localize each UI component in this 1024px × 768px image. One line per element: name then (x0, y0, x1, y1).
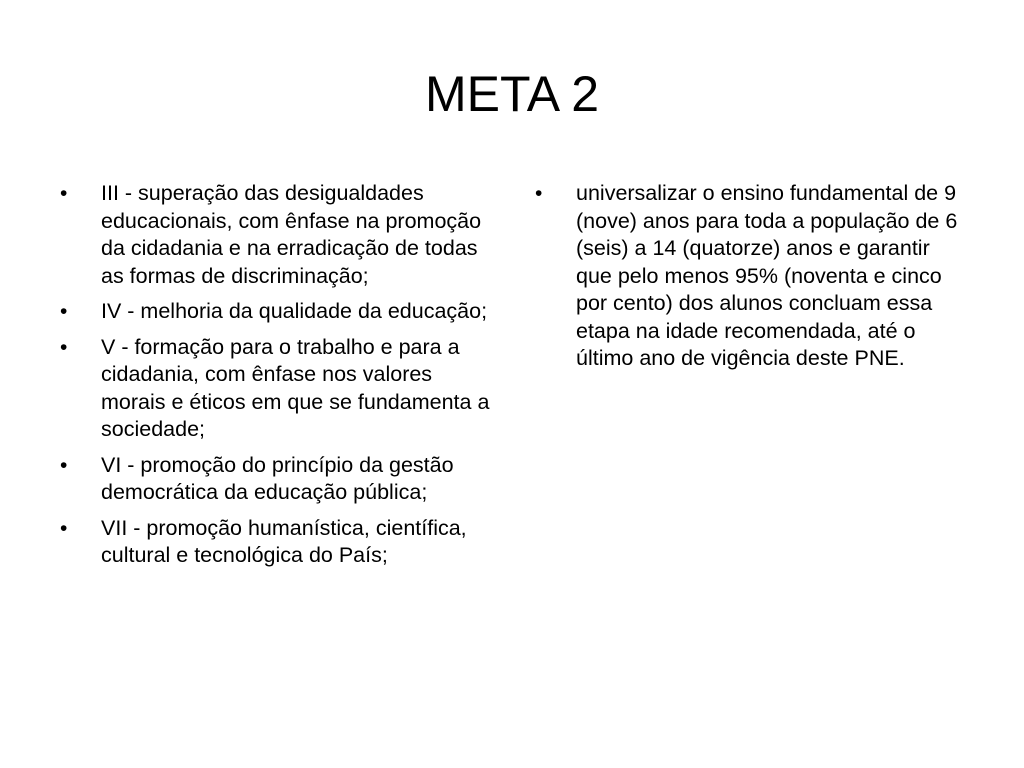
right-bullet-list (535, 180, 960, 381)
list-item-text: IV - melhoria da qualidade da educação; (101, 299, 488, 323)
bullet-icon: • (60, 182, 68, 205)
bullet-icon: • (535, 182, 543, 205)
bullet-icon: • (60, 516, 68, 540)
list-item-text: V - formação para o trabalho e para a cidadania, com ênfase nos valores morais e éticos em que se fundamenta a sociedade; (101, 334, 490, 441)
list-item (60, 298, 495, 326)
slide-title: META 2 (424, 66, 600, 122)
list-item (60, 452, 495, 507)
bullet-icon: • (60, 335, 68, 359)
list-item (535, 180, 960, 373)
bullet-icon: • (60, 453, 68, 477)
list-item (60, 180, 495, 290)
list-item (60, 334, 495, 444)
list-item-text: universalizar o ensino fundamental de 9 (nove) anos para toda a população de 6 (seis) a 14 (quatorze) anos e garantir que pelo menos 95% (noventa e cinco por cento) dos alunos concluam essa etapa na idade recomendada, até o último ano de vigência deste PNE. (576, 181, 958, 370)
list-item-text: VII - promoção humanística, científica, cultural e tecnológica do País; (101, 515, 467, 567)
list-item (60, 515, 495, 570)
list-item-text: III - superação das desigualdades educacionais, com ênfase na promoção da cidadania e na erradicação de todas as formas de discriminação; (101, 181, 482, 288)
left-bullet-list (60, 180, 495, 578)
bullet-icon: • (60, 300, 68, 323)
list-item-text: VI - promoção do princípio da gestão democrática da educação pública; (101, 452, 454, 504)
